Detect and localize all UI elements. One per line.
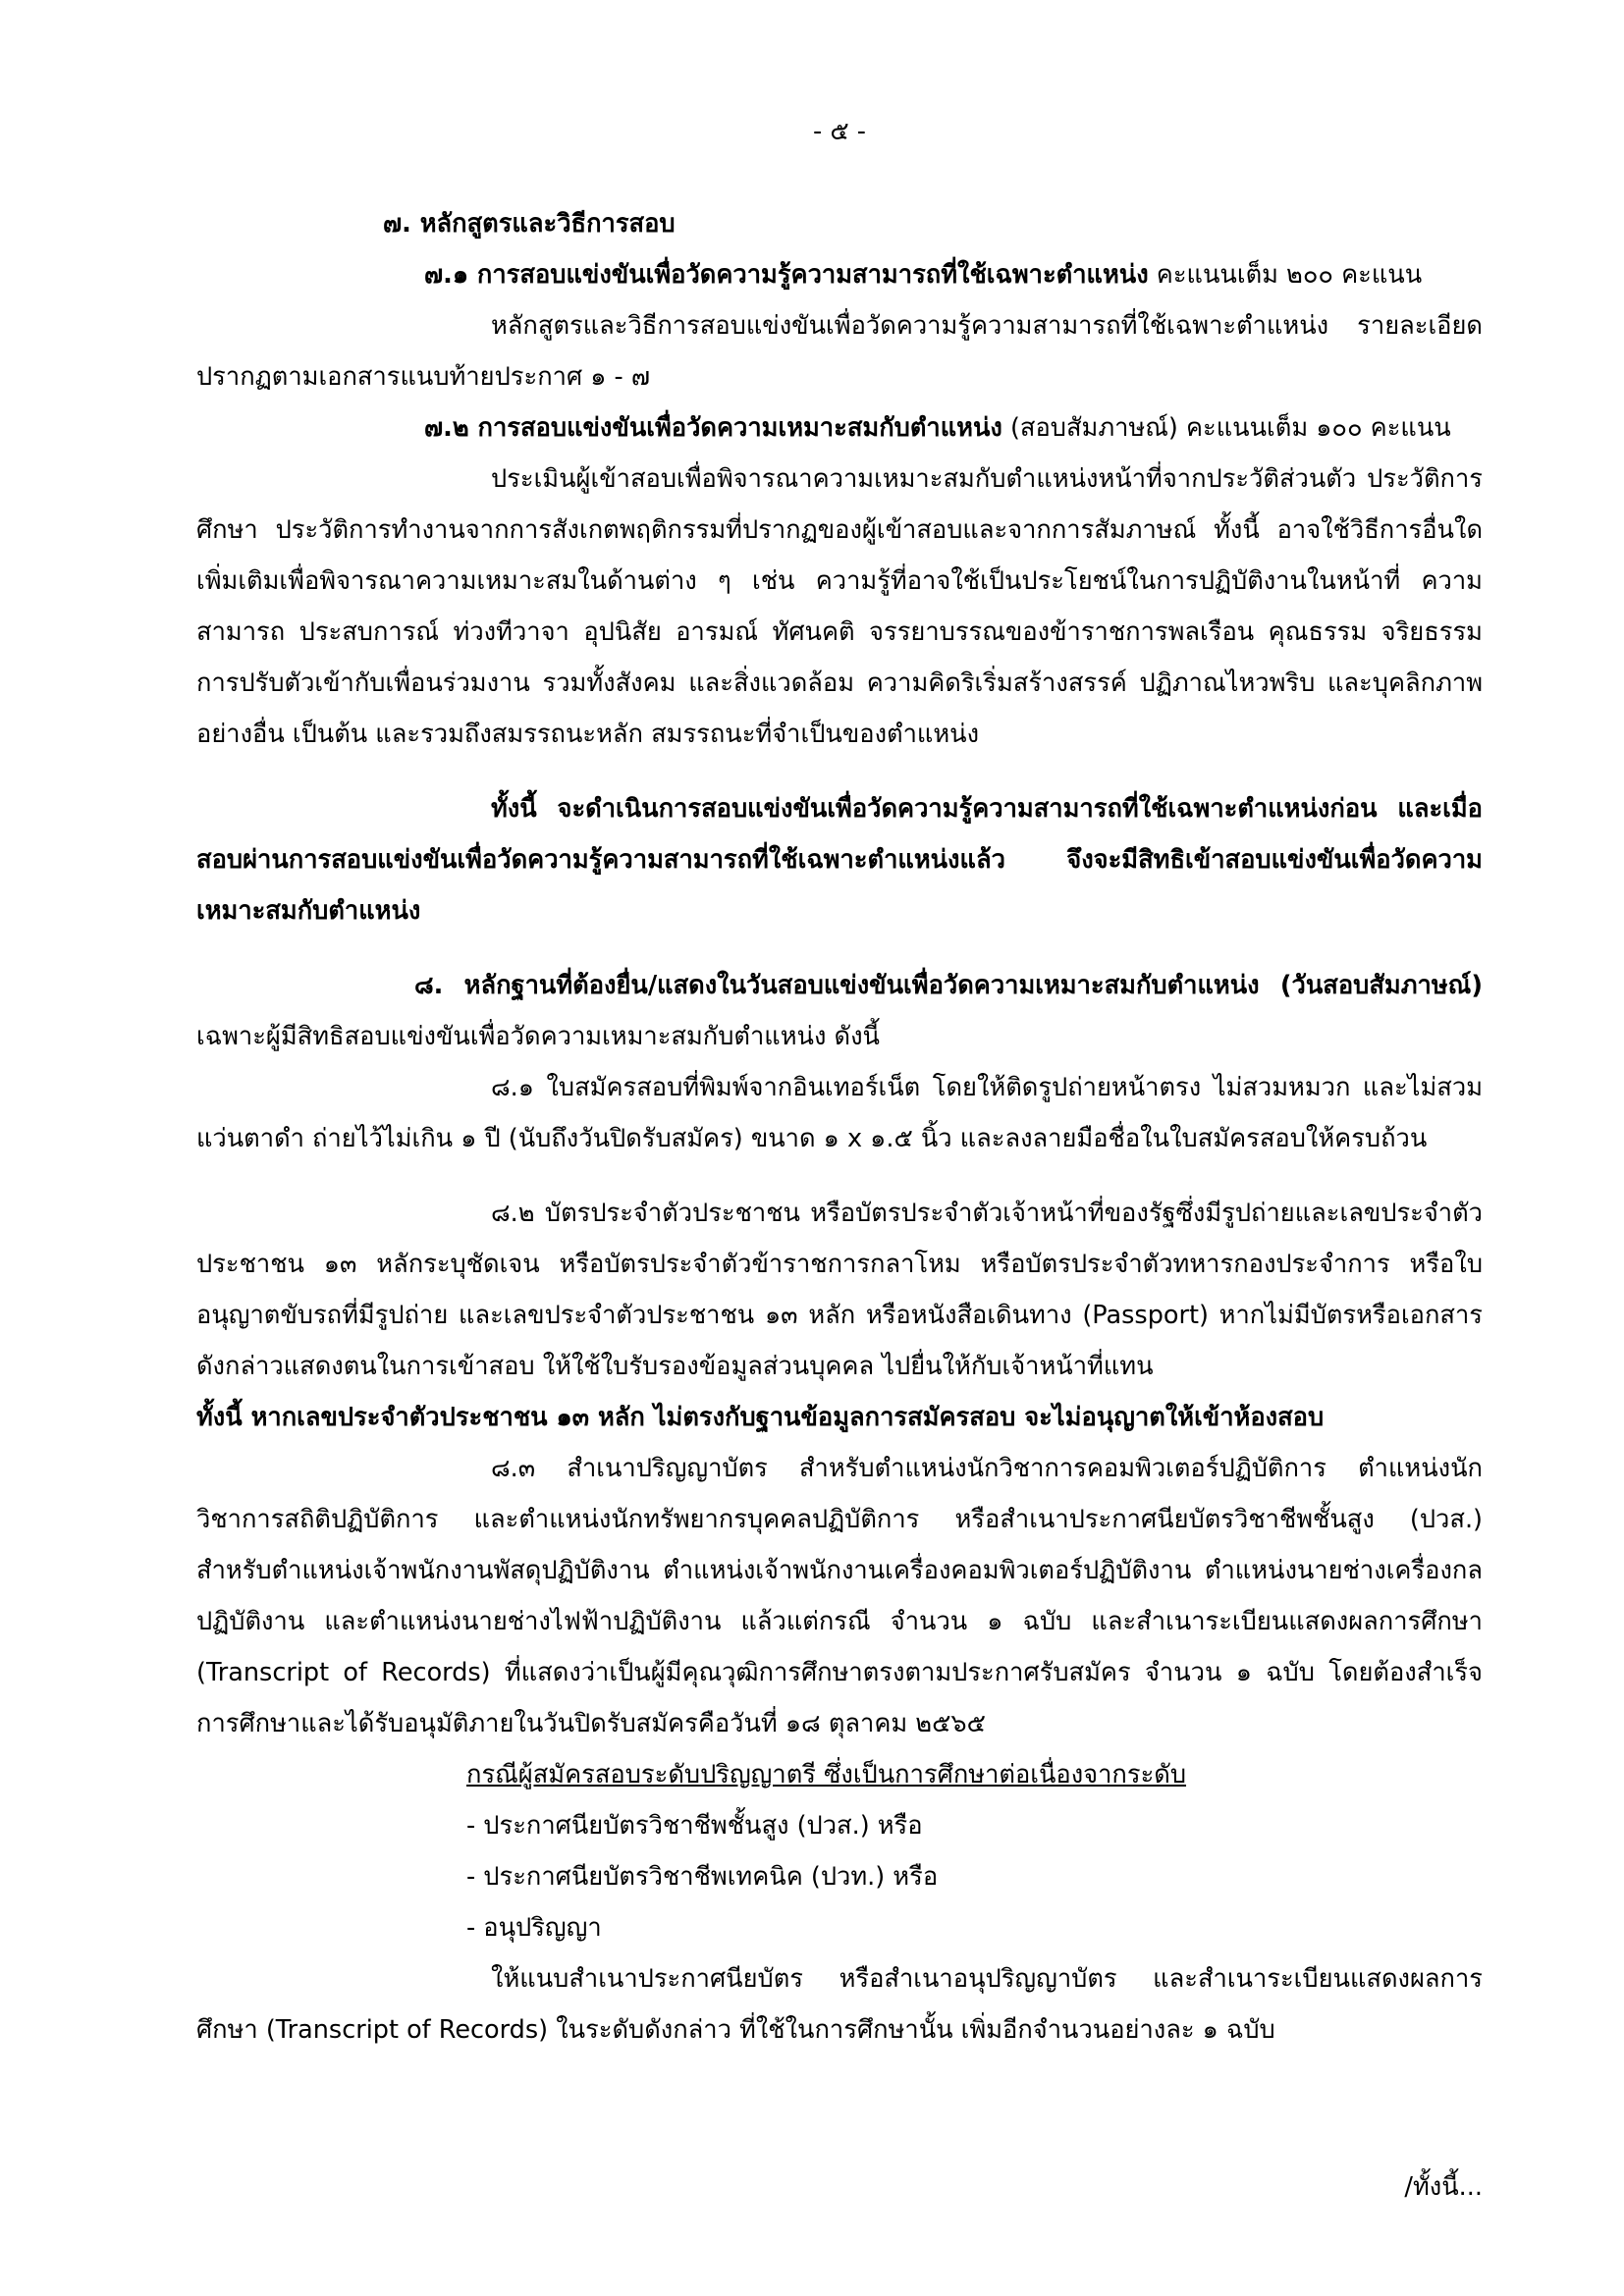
section-8-2: ๘.๒ บัตรประจำตัวประชาชน หรือบัตรประจำตัวเจ้าหน้าที่ของรัฐซึ่งมีรูปถ่ายและเลขประจำตัวประชาชน ๑๓ หลักระบุชัดเจน หรือบัตรประจำตัวข้าราชการกลาโหม หรือบัตรประจำตัวทหารกองประจำการ หรือใบอนุญาตขับรถที่มีรูปถ่าย และเลขประจำตัวประชาชน ๑๓ หลัก หรือหนังสือเดินทาง (Passport) หากไม่มีบัตรหรือเอกสารดังกล่าวแสดงตนในการเข้าสอบ ให้ใช้ใบรับรองข้อมูลส่วนบุคคล ไปยื่นให้กับเจ้าหน้าที่แทน xyxy=(196,1199,1483,1381)
document-body xyxy=(196,198,1483,2056)
section-7-2-body: ประเมินผู้เข้าสอบเพื่อพิจารณาความเหมาะสมกับตำแหน่งหน้าที่จากประวัติส่วนตัว ประวัติการศึกษา ประวัติการทำงานจากการสังเกตพฤติกรรมที่ปรากฏของผู้เข้าสอบและจากการสัมภาษณ์ ทั้งนี้ อาจใช้วิธีการอื่นใดเพิ่มเติมเพื่อพิจารณาความเหมาะสมในด้านต่าง ๆ เช่น ความรู้ที่อาจใช้เป็นประโยชน์ในการปฏิบัติงานในหน้าที่ ความสามารถ ประสบการณ์ ท่วงทีวาจา อุปนิสัย อารมณ์ ทัศนคติ จรรยาบรรณของข้าราชการพลเรือน คุณธรรม จริยธรรม การปรับตัวเข้ากับเพื่อนร่วมงาน รวมทั้งสังคม และสิ่งแวดล้อม ความคิดริเริ่มสร้างสรรค์ ปฏิภาณไหวพริบ และบุคลิกภาพอย่างอื่น เป็นต้น และรวมถึงสมรรถนะหลัก สมรรถนะที่จำเป็นของตำแหน่ง xyxy=(196,464,1483,749)
section-8-heading xyxy=(196,960,1483,1062)
section-7-note: ทั้งนี้ จะดำเนินการสอบแข่งขันเพื่อวัดความรู้ความสามารถที่ใช้เฉพาะตำแหน่งก่อน และเมื่อสอบผ่านการสอบแข่งขันเพื่อวัดความรู้ความสามารถที่ใช้เฉพาะตำแหน่งแล้ว จึงจะมีสิทธิเข้าสอบแข่งขันเพื่อวัดความเหมาะสมกับตำแหน่ง xyxy=(196,794,1483,926)
section-8-heading-text: ๘. หลักฐานที่ต้องยื่น/แสดงในวันสอบแข่งขันเพื่อวัดความเหมาะสมกับตำแหน่ง (วันสอบสัมภาษณ์) xyxy=(414,971,1483,1000)
case-heading: กรณีผู้สมัครสอบระดับปริญญาตรี ซึ่งเป็นการศึกษาต่อเนื่องจากระดับ xyxy=(466,1760,1187,1789)
section-8-3: ๘.๓ สำเนาปริญญาบัตร สำหรับตำแหน่งนักวิชาการคอมพิวเตอร์ปฏิบัติการ ตำแหน่งนักวิชาการสถิติปฏิบัติการ และตำแหน่งนักทรัพยากรบุคคลปฏิบัติการ หรือสำเนาประกาศนียบัตรวิชาชีพชั้นสูง (ปวส.) สำหรับตำแหน่งเจ้าพนักงานพัสดุปฏิบัติงาน ตำแหน่งเจ้าพนักงานเครื่องคอมพิวเตอร์ปฏิบัติงาน ตำแหน่งนายช่างเครื่องกลปฏิบัติงาน และตำแหน่งนายช่างไฟฟ้าปฏิบัติงาน แล้วแต่กรณี จำนวน ๑ ฉบับ และสำเนาระเบียนแสดงผลการศึกษา (Transcript of Records) ที่แสดงว่าเป็นผู้มีคุณวุฒิการศึกษาตรงตามประกาศรับสมัคร จำนวน ๑ ฉบับ โดยต้องสำเร็จการศึกษาและได้รับอนุมัติภายในวันปิดรับสมัครคือวันที่ ๑๘ ตุลาคม ๒๕๖๕ xyxy=(196,1454,1483,1738)
section-8-2-warning: ทั้งนี้ หากเลขประจำตัวประชาชน ๑๓ หลัก ไม่ตรงกับฐานข้อมูลการสมัครสอบ จะไม่อนุญาตให้เข้าห้องสอบ xyxy=(196,1403,1325,1432)
section-7-2-title xyxy=(196,402,1483,454)
section-8-1: ๘.๑ ใบสมัครสอบที่พิมพ์จากอินเทอร์เน็ต โดยให้ติดรูปถ่ายหน้าตรง ไม่สวมหมวก และไม่สวมแว่นตาดำ ถ่ายไว้ไม่เกิน ๑ ปี (นับถึงวันปิดรับสมัคร) ขนาด ๑ x ๑.๕ นิ้ว และลงลายมือชื่อในใบสมัครสอบให้ครบถ้วน xyxy=(196,1073,1483,1153)
case-item: - ประกาศนียบัตรวิชาชีพเทคนิค (ปวท.) หรือ xyxy=(466,1862,939,1892)
document-page xyxy=(196,0,1483,2296)
page-number: - ๕ - xyxy=(813,117,866,146)
closing-paragraph: ให้แนบสำเนาประกาศนียบัตร หรือสำเนาอนุปริญญาบัตร และสำเนาระเบียนแสดงผลการศึกษา (Transcript of Records) ในระดับดังกล่าว ที่ใช้ในการศึกษานั้น เพิ่มอีกจำนวนอย่างละ ๑ ฉบับ xyxy=(196,1964,1483,2045)
section-7-1-body: หลักสูตรและวิธีการสอบแข่งขันเพื่อวัดความรู้ความสามารถที่ใช้เฉพาะตำแหน่ง รายละเอียดปรากฏตามเอกสารแนบท้ายประกาศ ๑ - ๗ xyxy=(196,311,1483,392)
section-7-heading: ๗. หลักสูตรและวิธีการสอบ xyxy=(383,209,676,239)
section-7-2-title-text: ๗.๒ การสอบแข่งขันเพื่อวัดความเหมาะสมกับตำแหน่ง xyxy=(424,413,1002,443)
section-7-1-score: คะแนนเต็ม ๒๐๐ คะแนน xyxy=(1156,260,1423,290)
section-7-2-score: (สอบสัมภาษณ์) คะแนนเต็ม ๑๐๐ คะแนน xyxy=(1009,413,1451,443)
section-7-1-title-text: ๗.๑ การสอบแข่งขันเพื่อวัดความรู้ความสามารถที่ใช้เฉพาะตำแหน่ง xyxy=(424,260,1149,290)
section-8-heading-tail: เฉพาะผู้มีสิทธิสอบแข่งขันเพื่อวัดความเหมาะสมกับตำแหน่ง ดังนี้ xyxy=(196,1022,880,1051)
section-7-1-title xyxy=(196,249,1483,300)
case-item: - อนุปริญญา xyxy=(466,1913,602,1943)
continuation-footer: /ทั้งนี้... xyxy=(1404,2172,1483,2202)
case-item: - ประกาศนียบัตรวิชาชีพชั้นสูง (ปวส.) หรือ xyxy=(466,1811,923,1841)
